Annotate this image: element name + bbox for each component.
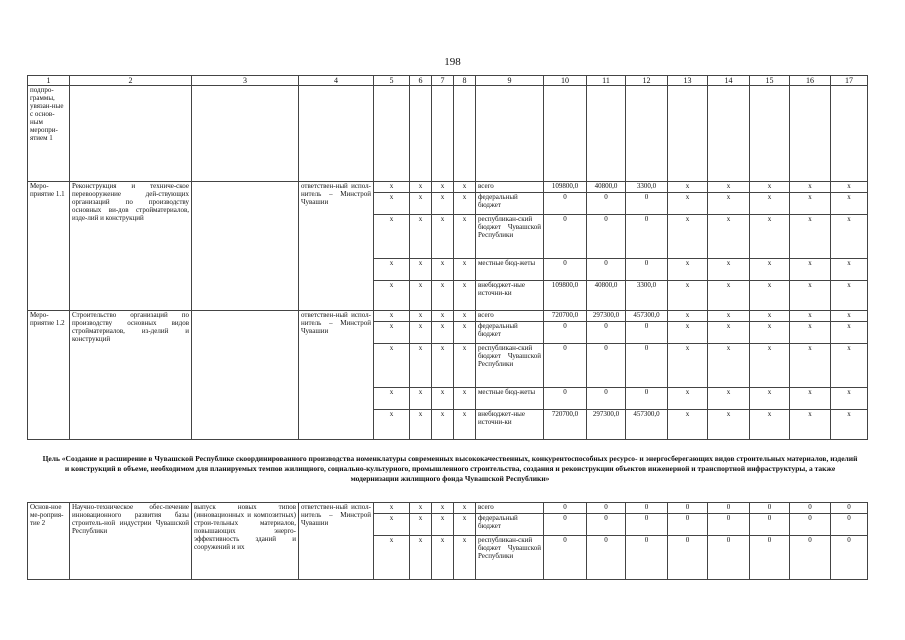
table-cell: внебюджет-ные источни-ки — [476, 410, 544, 440]
table-cell — [587, 86, 626, 182]
table-cell: 0 — [587, 259, 626, 281]
table-cell: x — [708, 388, 750, 410]
table-cell: Строительство организаций по производству основных видов стройматериалов, из-делий и конструкций — [70, 311, 192, 440]
table-cell: x — [790, 259, 831, 281]
table-cell: 0 — [544, 536, 587, 580]
table-cell: внебюджет-ные источни-ки — [476, 281, 544, 311]
table-cell: 40800,0 — [587, 182, 626, 193]
table-cell: x — [374, 514, 410, 536]
column-number: 8 — [454, 76, 476, 86]
table-cell: 0 — [544, 514, 587, 536]
table-cell: x — [454, 311, 476, 322]
table-cell — [192, 311, 299, 440]
table-cell: x — [454, 182, 476, 193]
table-cell: x — [668, 193, 708, 215]
table-cell: x — [432, 503, 454, 514]
table-cell: x — [750, 193, 790, 215]
table-cell: всего — [476, 182, 544, 193]
table-cell: республикан-ский бюджет Чувашской Республики — [476, 344, 544, 388]
column-number: 9 — [476, 76, 544, 86]
column-number: 15 — [750, 76, 790, 86]
table-cell: x — [374, 388, 410, 410]
column-number: 6 — [410, 76, 432, 86]
table-cell: 0 — [626, 322, 668, 344]
goal-text: Цель «Создание и расширение в Чувашской Республике скоординированного производства номенклатуры современных высококачественных, конкурентоспособных ресурсо- и энергосберегающих видов строительных материалов, изделий и конструкций в объеме, необходимом для планируемых темпов жилищного, социально-культурного, промышленного строительства, создания и реконструкции объектов инженерной и транспортной инфраструктуры, а также модернизации жилищного фонда Чувашской Республики» — [42, 454, 858, 483]
table-cell: x — [831, 410, 868, 440]
table-cell: x — [790, 410, 831, 440]
table-cell: x — [708, 182, 750, 193]
table-cell: x — [432, 259, 454, 281]
column-number: 2 — [70, 76, 192, 86]
table-cell: 0 — [587, 503, 626, 514]
table-cell: x — [432, 281, 454, 311]
table-cell — [626, 86, 668, 182]
table-cell: 109800,0 — [544, 281, 587, 311]
table-cell: 0 — [708, 514, 750, 536]
table-cell: x — [432, 536, 454, 580]
table-cell: x — [410, 193, 432, 215]
table-cell: x — [831, 215, 868, 259]
table-cell: x — [708, 215, 750, 259]
table-cell: федеральный бюджет — [476, 322, 544, 344]
table-cell — [374, 86, 410, 182]
table-cell: 3300,0 — [626, 281, 668, 311]
table-cell: x — [454, 193, 476, 215]
table-cell: x — [750, 388, 790, 410]
table-cell: 0 — [544, 322, 587, 344]
table-cell: x — [432, 514, 454, 536]
table-cell: x — [374, 281, 410, 311]
table-cell: x — [790, 215, 831, 259]
table-cell: подпро-граммы, увязан-ные с основ-ным меропри-ятием 1 — [28, 86, 70, 182]
table-cell: x — [432, 182, 454, 193]
table-cell: x — [454, 410, 476, 440]
table-cell: местные бюд-жеты — [476, 259, 544, 281]
table-cell: x — [668, 215, 708, 259]
table-cell: x — [708, 311, 750, 322]
table-cell: ответствен-ный испол-нитель – Минстрой Чувашии — [299, 503, 374, 580]
table-cell: x — [454, 514, 476, 536]
table-row — [28, 311, 868, 322]
table-cell: 0 — [750, 514, 790, 536]
table-cell: x — [454, 322, 476, 344]
table-cell: 0 — [790, 514, 831, 536]
table-cell: 457300,0 — [626, 410, 668, 440]
table-cell: федеральный бюджет — [476, 193, 544, 215]
table-cell: x — [831, 311, 868, 322]
table-cell: Меро-приятие 1.2 — [28, 311, 70, 440]
table-cell — [544, 86, 587, 182]
table-cell — [831, 86, 868, 182]
table-cell: Меро-приятие 1.1 — [28, 182, 70, 311]
program-table — [27, 75, 868, 440]
table-cell: x — [410, 259, 432, 281]
table-cell: x — [374, 322, 410, 344]
table-cell: 0 — [626, 215, 668, 259]
table-cell: x — [454, 215, 476, 259]
table-cell: x — [432, 215, 454, 259]
table-cell: x — [750, 410, 790, 440]
table-cell: x — [668, 311, 708, 322]
table-cell: x — [668, 322, 708, 344]
table-cell: x — [374, 259, 410, 281]
column-number: 5 — [374, 76, 410, 86]
column-number: 12 — [626, 76, 668, 86]
table-cell: x — [708, 259, 750, 281]
table-cell: местные бюд-жеты — [476, 388, 544, 410]
table-cell: x — [374, 182, 410, 193]
table-cell: x — [432, 410, 454, 440]
table-cell: x — [750, 215, 790, 259]
table-cell — [192, 86, 299, 182]
column-number: 14 — [708, 76, 750, 86]
table-cell: 0 — [831, 503, 868, 514]
table-cell: x — [668, 388, 708, 410]
table-cell: всего — [476, 503, 544, 514]
table-cell: 0 — [831, 514, 868, 536]
table-cell: x — [432, 322, 454, 344]
table-cell: 0 — [708, 536, 750, 580]
table-cell: x — [454, 536, 476, 580]
column-number-row — [28, 76, 868, 86]
table-cell: 0 — [626, 388, 668, 410]
table-cell: 0 — [544, 388, 587, 410]
table-cell: x — [831, 388, 868, 410]
table-cell — [432, 86, 454, 182]
table-cell: 40800,0 — [587, 281, 626, 311]
table-cell — [410, 86, 432, 182]
table-cell: 0 — [544, 215, 587, 259]
table-cell: 0 — [668, 514, 708, 536]
table-cell: x — [410, 514, 432, 536]
table-cell: 0 — [544, 259, 587, 281]
table-cell — [750, 86, 790, 182]
table-cell: x — [454, 344, 476, 388]
table-cell: x — [790, 344, 831, 388]
table-cell: x — [432, 193, 454, 215]
table-cell: 0 — [587, 388, 626, 410]
table-cell: x — [454, 259, 476, 281]
table-cell: x — [410, 344, 432, 388]
table-cell: 0 — [587, 193, 626, 215]
table-cell: x — [374, 503, 410, 514]
table-cell: x — [410, 410, 432, 440]
table-cell: 109800,0 — [544, 182, 587, 193]
table-cell: 0 — [668, 536, 708, 580]
table-cell: x — [410, 215, 432, 259]
table-cell — [70, 86, 192, 182]
column-number: 16 — [790, 76, 831, 86]
table-cell: 0 — [831, 536, 868, 580]
table-cell: 0 — [626, 514, 668, 536]
table-cell: x — [410, 536, 432, 580]
table-cell: x — [410, 322, 432, 344]
table-cell: x — [750, 182, 790, 193]
table-cell: x — [454, 388, 476, 410]
table-cell: 0 — [626, 193, 668, 215]
column-number: 7 — [432, 76, 454, 86]
table-cell: 0 — [587, 514, 626, 536]
table-cell: x — [374, 410, 410, 440]
table-cell: федеральный бюджет — [476, 514, 544, 536]
table-cell: x — [790, 281, 831, 311]
table-cell: x — [374, 311, 410, 322]
table-cell: 0 — [587, 322, 626, 344]
table-cell: x — [410, 311, 432, 322]
table-cell: 0 — [544, 193, 587, 215]
table-cell: x — [831, 182, 868, 193]
table-cell: x — [668, 344, 708, 388]
table-cell: 0 — [626, 536, 668, 580]
table-cell: x — [831, 193, 868, 215]
table-cell: 457300,0 — [626, 311, 668, 322]
table-cell: x — [432, 344, 454, 388]
table-cell — [299, 86, 374, 182]
table-cell: 297300,0 — [587, 311, 626, 322]
table-cell: x — [750, 281, 790, 311]
table-cell: x — [708, 322, 750, 344]
table-cell: Основ-ное ме-роприя-тие 2 — [28, 503, 70, 580]
table-cell — [476, 86, 544, 182]
column-number: 10 — [544, 76, 587, 86]
table-cell: x — [708, 193, 750, 215]
column-number: 17 — [831, 76, 868, 86]
table-cell: 0 — [668, 503, 708, 514]
table-cell: 0 — [587, 536, 626, 580]
table-cell: Научно-техническое обес-печение инновационного развития базы строитель-ной индустрии Чувашской Республики — [70, 503, 192, 580]
table-cell: x — [831, 322, 868, 344]
table-cell: x — [790, 182, 831, 193]
table-cell: 0 — [790, 536, 831, 580]
table-cell: x — [790, 322, 831, 344]
table-cell: выпуск новых типов (инновационных и композитных) строи-тельных материалов, повышающих энерго-эффективность зданий и сооружений и их — [192, 503, 299, 580]
table-cell: x — [410, 182, 432, 193]
table-cell: x — [790, 193, 831, 215]
column-number: 4 — [299, 76, 374, 86]
table-cell: 297300,0 — [587, 410, 626, 440]
table-cell: 0 — [626, 503, 668, 514]
table-cell: x — [374, 344, 410, 388]
table-cell: 0 — [587, 215, 626, 259]
table-cell: x — [750, 259, 790, 281]
table-cell: x — [668, 281, 708, 311]
table-cell: ответствен-ный испол-нитель – Минстрой Чувашии — [299, 311, 374, 440]
table-cell: Реконструкция и техниче-ское перевооружение дей-ствующих организаций по производству основных ви-дов стройматериалов, изде-лий и конструкций — [70, 182, 192, 311]
table-cell: республикан-ский бюджет Чувашской Республики — [476, 536, 544, 580]
table-cell: x — [374, 215, 410, 259]
table-cell: x — [831, 344, 868, 388]
table-cell: x — [750, 311, 790, 322]
table-cell: 0 — [626, 259, 668, 281]
table-cell: 0 — [750, 503, 790, 514]
table-cell: x — [668, 410, 708, 440]
table-cell: 0 — [626, 344, 668, 388]
table-cell: x — [668, 182, 708, 193]
column-number: 3 — [192, 76, 299, 86]
table-cell — [454, 86, 476, 182]
table-row — [28, 86, 868, 182]
table-cell: всего — [476, 311, 544, 322]
column-number: 13 — [668, 76, 708, 86]
table-cell: x — [374, 193, 410, 215]
table-cell: x — [432, 311, 454, 322]
table-cell — [668, 86, 708, 182]
table-cell: 0 — [708, 503, 750, 514]
table-cell: x — [410, 388, 432, 410]
table-cell: 0 — [750, 536, 790, 580]
table-cell: 3300,0 — [626, 182, 668, 193]
table-cell — [790, 86, 831, 182]
table-cell: 0 — [587, 344, 626, 388]
table-cell: x — [668, 259, 708, 281]
table-cell: 720700,0 — [544, 311, 587, 322]
table-cell: x — [454, 281, 476, 311]
table-cell: x — [790, 311, 831, 322]
table-cell — [192, 182, 299, 311]
table-row — [28, 182, 868, 193]
table-cell: 720700,0 — [544, 410, 587, 440]
page-number: 198 — [444, 56, 461, 68]
table-cell: x — [831, 259, 868, 281]
table-cell: республикан-ский бюджет Чувашской Республики — [476, 215, 544, 259]
table-cell: x — [831, 281, 868, 311]
table-cell: x — [374, 536, 410, 580]
table-cell: x — [708, 281, 750, 311]
table-cell: 0 — [544, 503, 587, 514]
table-cell: x — [790, 388, 831, 410]
table-cell: x — [410, 503, 432, 514]
table-cell: x — [750, 344, 790, 388]
table-cell: 0 — [544, 344, 587, 388]
table-cell: x — [708, 410, 750, 440]
table-cell — [708, 86, 750, 182]
column-number: 11 — [587, 76, 626, 86]
table-cell: 0 — [790, 503, 831, 514]
table-cell: x — [432, 388, 454, 410]
table-cell: x — [410, 281, 432, 311]
program-table-continued — [27, 502, 868, 580]
table-cell: x — [454, 503, 476, 514]
table-cell: x — [708, 344, 750, 388]
table-row — [28, 503, 868, 514]
table-cell: ответствен-ный испол-нитель – Минстрой Чувашии — [299, 182, 374, 311]
column-number: 1 — [28, 76, 70, 86]
table-cell: x — [750, 322, 790, 344]
